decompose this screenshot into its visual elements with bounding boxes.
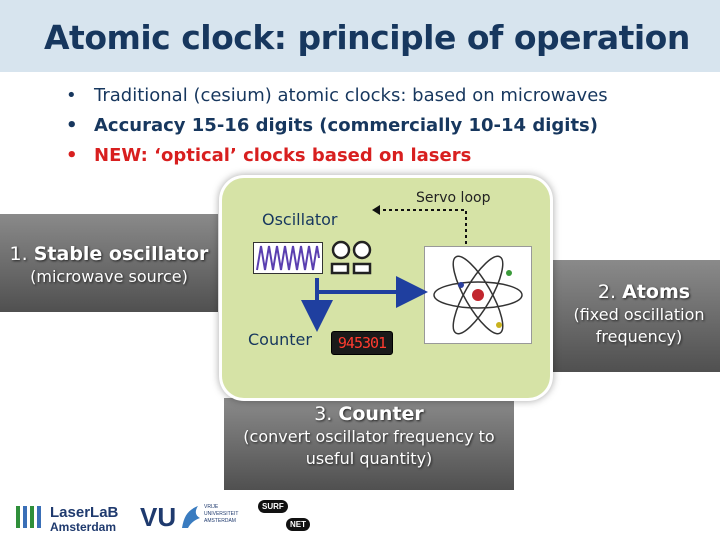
vu-small-text: VRIJE	[204, 504, 219, 510]
callout-sub: (convert oscillator frequency to	[243, 427, 495, 446]
bullet-marker: •	[66, 145, 78, 166]
callout-number: 2.	[597, 281, 617, 303]
callout-number: 3.	[314, 403, 333, 425]
callout-title: Stable oscillator	[33, 243, 209, 265]
bullet-marker: •	[66, 85, 77, 106]
surfnet-logo	[258, 500, 318, 536]
signal-arrow	[317, 278, 412, 316]
laserlab-logo	[16, 504, 140, 534]
vu-logo	[140, 502, 250, 534]
counter-label: Counter	[248, 330, 312, 349]
servo-loop-arrow	[372, 205, 466, 244]
footer	[0, 490, 720, 540]
vu-griffin-icon	[178, 504, 202, 530]
laserlab-text: LaserLaB	[50, 504, 119, 521]
bullet-text: Traditional (cesium) atomic clocks: based on microwaves	[94, 85, 608, 106]
bullet-marker: •	[66, 115, 78, 136]
callout-number: 1.	[9, 243, 28, 265]
callout-sub: frequency)	[595, 327, 683, 346]
bullet-text: Accuracy 15-16 digits (commercially 10-14 digits)	[94, 115, 598, 136]
vu-small-text: AMSTERDAM	[204, 518, 236, 524]
oscillator-label: Oscillator	[262, 210, 338, 229]
laserlab-subtext: Amsterdam	[50, 520, 117, 534]
laserlab-bars-icon	[16, 506, 41, 533]
counter-display: 945301	[331, 331, 393, 355]
vu-text: VU	[140, 502, 177, 532]
callout-sub: (microwave source)	[30, 267, 188, 286]
net-text: NET	[286, 518, 310, 531]
surf-text: SURF	[258, 500, 288, 513]
callout-title: Counter	[338, 403, 424, 425]
callout-sub: (fixed oscillation	[573, 305, 705, 324]
callout-sub: useful quantity)	[305, 449, 433, 468]
servo-loop-label: Servo loop	[416, 190, 491, 206]
callout-title: Atoms	[622, 281, 691, 303]
bullet-text: NEW: ‘optical’ clocks based on lasers	[94, 145, 472, 166]
vu-small-text: UNIVERSITEIT	[204, 511, 239, 517]
slide-title: Atomic clock: principle of operation	[44, 18, 690, 57]
